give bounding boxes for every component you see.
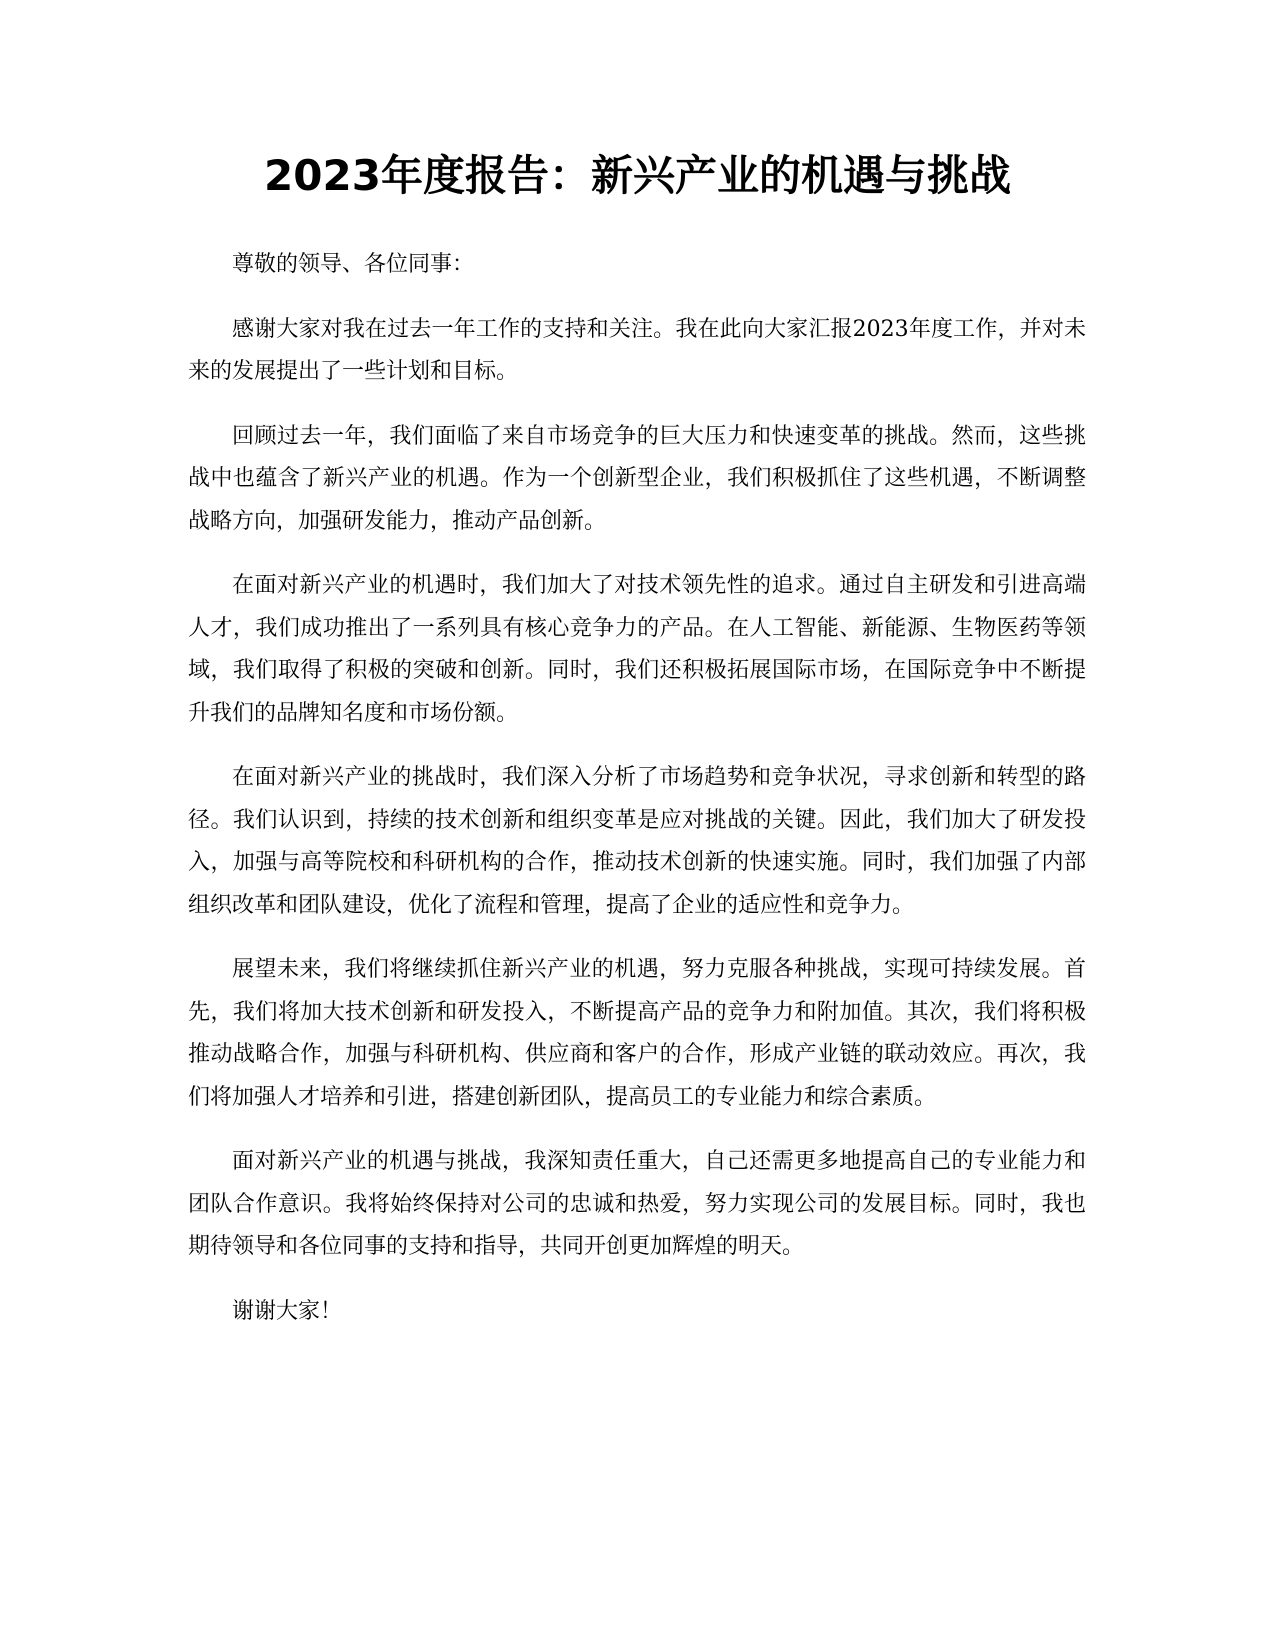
body-paragraph: 展望未来，我们将继续抓住新兴产业的机遇，努力克服各种挑战，实现可持续发展。首先，我们将加大技术创新和研发投入，不断提高产品的竞争力和附加值。其次，我们将积极推动战略合作，加强与科研机构、供应商和客户的合作，形成产业链的联动效应。再次，我们将加强人才培养和引进，搭建创新团队，提高员工的专业能力和综合素质。 [188,957,1086,1110]
body-paragraph: 回顾过去一年，我们面临了来自市场竞争的巨大压力和快速变革的挑战。然而，这些挑战中也蕴含了新兴产业的机遇。作为一个创新型企业，我们积极抓住了这些机遇，不断调整战略方向，加强研发能力，推动产品创新。 [188,423,1086,534]
body-paragraph: 感谢大家对我在过去一年工作的支持和关注。我在此向大家汇报2023年度工作，并对未来的发展提出了一些计划和目标。 [188,316,1086,384]
closing-paragraph: 谢谢大家！ [232,1298,343,1324]
body-paragraph: 在面对新兴产业的挑战时，我们深入分析了市场趋势和竞争状况，寻求创新和转型的路径。我们认识到，持续的技术创新和组织变革是应对挑战的关键。因此，我们加大了研发投入，加强与高等院校和科研机构的合作，推动技术创新的快速实施。同时，我们加强了内部组织改革和团队建设，优化了流程和管理，提高了企业的适应性和竞争力。 [188,765,1086,918]
document-title: 2023年度报告：新兴产业的机遇与挑战 [264,151,1011,200]
document-body [188,244,1086,1355]
salutation-paragraph: 尊敬的领导、各位同事： [232,252,475,277]
body-paragraph: 在面对新兴产业的机遇时，我们加大了对技术领先性的追求。通过自主研发和引进高端人才，我们成功推出了一系列具有核心竞争力的产品。在人工智能、新能源、生物医药等领域，我们取得了积极的突破和创新。同时，我们还积极拓展国际市场，在国际竞争中不断提升我们的品牌知名度和市场份额。 [188,573,1086,726]
body-paragraph: 面对新兴产业的机遇与挑战，我深知责任重大，自己还需更多地提高自己的专业能力和团队合作意识。我将始终保持对公司的忠诚和热爱，努力实现公司的发展目标。同时，我也期待领导和各位同事的支持和指导，共同开创更加辉煌的明天。 [188,1149,1086,1259]
